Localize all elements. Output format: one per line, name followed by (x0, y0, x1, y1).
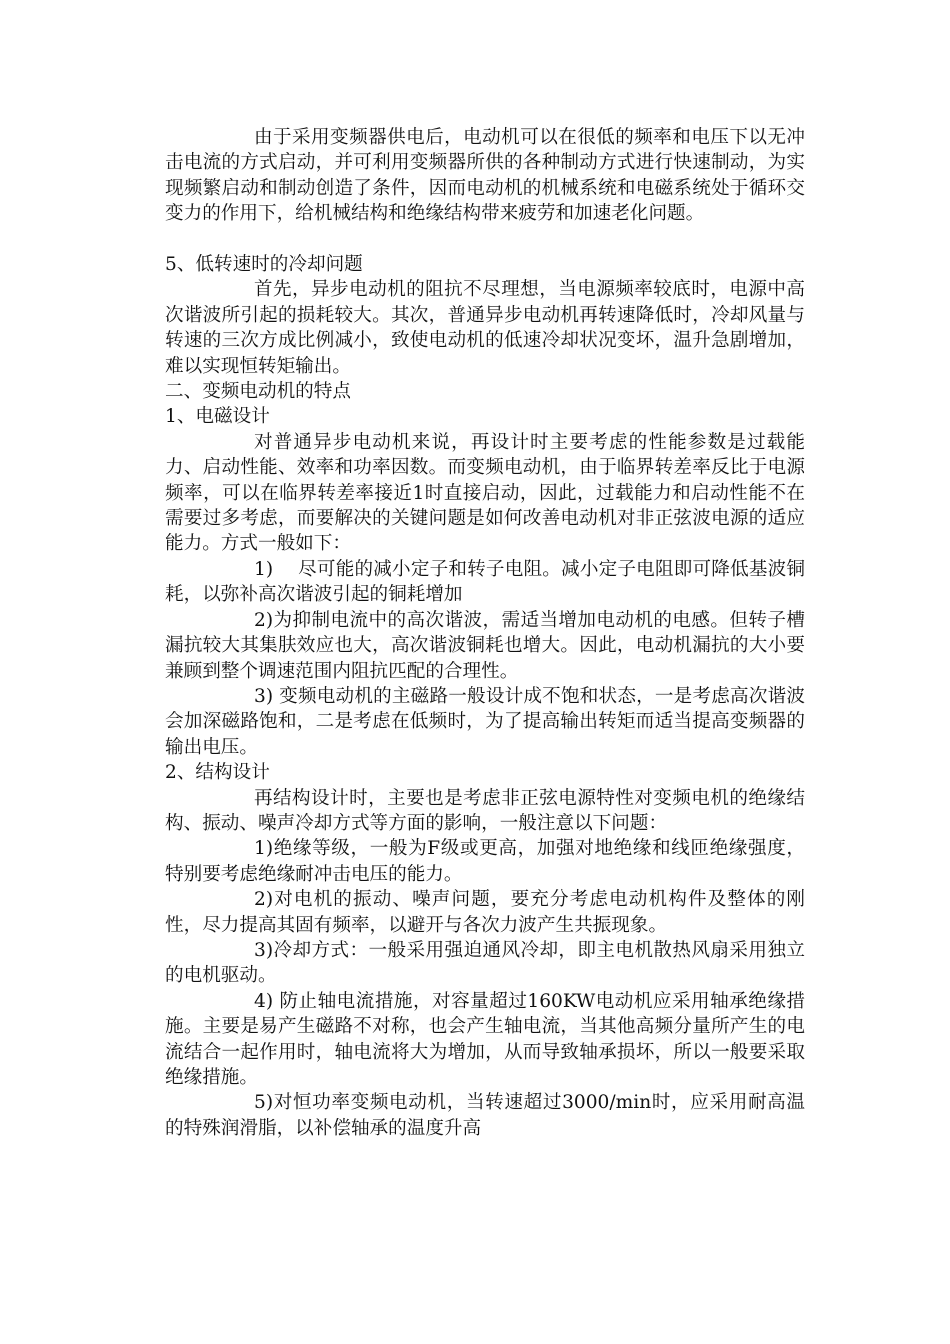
list-item-struct-5: 5)对恒功率变频电动机，当转速超过3000/min时，应采用耐高温的特殊润滑脂，以补偿轴承的温度升高 (165, 1092, 805, 1139)
heading-motor-features: 二、变频电动机的特点 (165, 381, 351, 403)
list-item-struct-3: 3)冷却方式：一般采用强迫通风冷却，即主电机散热风扇采用独立的电机驱动。 (165, 939, 805, 987)
heading-structural-design: 2、结构设计 (165, 762, 270, 784)
heading-electromagnetic-design: 1、电磁设计 (165, 406, 270, 428)
paragraph-cooling: 首先，异步电动机的阻抗不尽理想，当电源频率较底时，电源中高次谐波所引起的损耗较大。其次，普通异步电动机再转速降低时，冷却风量与转速的三次方成比例减小，致使电动机的低速冷却状况变坏，温升急剧增加，难以实现恒转矩输出。 (165, 279, 805, 377)
paragraph-structural-design: 再结构设计时，主要也是考虑非正弦电源特性对变频电机的绝缘结构、振动、噪声冷却方式等方面的影响，一般注意以下问题： (165, 787, 805, 834)
list-item-em-1: 1) 尽可能的减小定子和转子电阻。减小定子电阻即可降低基波铜耗，以弥补高次谐波引起的铜耗增加 (165, 558, 805, 606)
list-item-struct-2: 2)对电机的振动、噪声问题，要充分考虑电动机构件及整体的刚性，尽力提高其固有频率，以避开与各次力波产生共振现象。 (165, 889, 805, 936)
paragraph-intro: 由于采用变频器供电后，电动机可以在很低的频率和电压下以无冲击电流的方式启动，并可利用变频器所供的各种制动方式进行快速制动，为实现频繁启动和制动创造了条件，因而电动机的机械系统和电磁系统处于循环交变力的作用下，给机械结构和绝缘结构带来疲劳和加速老化问题。 (165, 127, 805, 225)
list-item-em-2: 2)为抑制电流中的高次谐波，需适当增加电动机的电感。但转子槽漏抗较大其集肤效应也大，高次谐波铜耗也增大。因此，电动机漏抗的大小要兼顾到整个调速范围内阻抗匹配的合理性。 (165, 609, 805, 682)
blank-line (165, 227, 805, 252)
heading-low-speed-cooling: 5、低转速时的冷却问题 (165, 254, 363, 276)
list-item-struct-4: 4) 防止轴电流措施，对容量超过160KW电动机应采用轴承绝缘措施。主要是易产生磁路不对称，也会产生轴电流，当其他高频分量所产生的电流结合一起作用时，轴电流将大为增加，从而导致轴承损坏，所以一般要采取绝缘措施。 (165, 990, 805, 1089)
document-page (165, 125, 805, 1141)
paragraph-em-design: 对普通异步电动机来说，再设计时主要考虑的性能参数是过载能力、启动性能、效率和功率因数。而变频电动机，由于临界转差率反比于电源频率，可以在临界转差率接近1时直接启动，因此，过载能力和启动性能不在需要过多考虑，而要解决的关键问题是如何改善电动机对非正弦波电源的适应能力。方式一般如下： (165, 431, 805, 555)
list-item-struct-1: 1)绝缘等级，一般为F级或更高，加强对地绝缘和线匝绝缘强度，特别要考虑绝缘耐冲击电压的能力。 (165, 838, 805, 885)
list-item-em-3: 3) 变频电动机的主磁路一般设计成不饱和状态，一是考虑高次谐波会加深磁路饱和，二是考虑在低频时，为了提高输出转矩而适当提高变频器的输出电压。 (165, 685, 805, 758)
